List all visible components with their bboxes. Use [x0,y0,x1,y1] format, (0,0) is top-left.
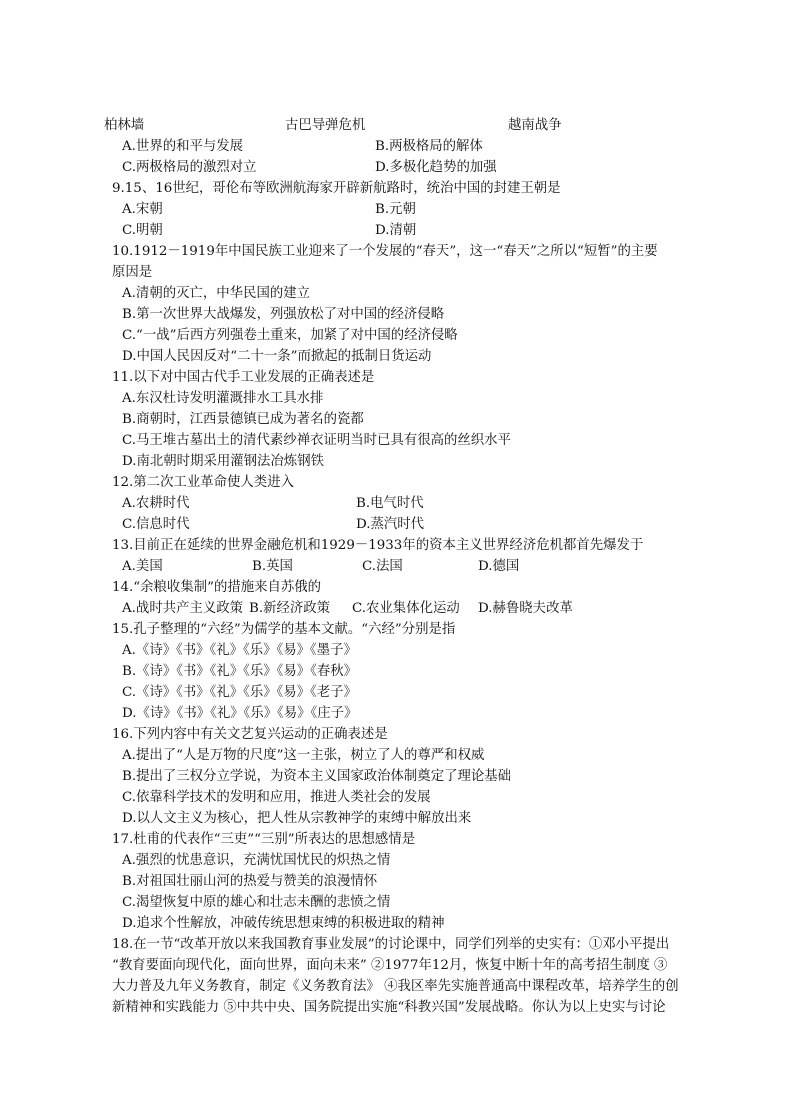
q13-option-c: C.法国 [362,559,403,574]
event-cuban-missile-crisis: 古巴导弹危机 [285,118,366,133]
q14-option-b: B.新经济政策 [249,601,331,616]
q16-option-d: D.以人文主义为核心，把人性从宗教神学的束缚中解放出来 [122,811,472,826]
q14-option-a: A.战时共产主义政策 [122,601,244,616]
event-vietnam-war: 越南战争 [508,118,562,133]
q18-line4: 新精神和实践能力 ⑤中共中央、国务院提出实施“科教兴国”发展战略。你认为以上史实与讨论 [112,1000,666,1015]
q10-option-c: C.“一战”后西方列强卷土重来，加紧了对中国的经济侵略 [122,328,458,343]
q16-option-b: B.提出了三权分立学说，为资本主义国家政治体制奠定了理论基础 [122,769,512,784]
q9-option-a: A.宋朝 [122,202,163,217]
q15-option-d: D.《诗》《书》《礼》《乐》《易》《庄子》 [122,706,358,721]
q18-line1: 18.在一节“改革开放以来我国教育事业发展”的讨论课中，同学们列举的史实有：①邓小平提出 [112,937,670,952]
q17-option-b: B.对祖国壮丽山河的热爱与赞美的浪漫情怀 [122,874,378,889]
q11-option-d: D.南北朝时期采用灌钢法冶炼钢铁 [122,454,324,469]
q13-stem: 13.目前正在延续的世界金融危机和1929－1933年的资本主义世界经济危机都首先爆发于 [112,538,644,553]
q16-stem: 16.下列内容中有关文艺复兴运动的正确表述是 [112,727,388,742]
q9-stem: 9.15、16世纪，哥伦布等欧洲航海家开辟新航路时，统治中国的封建王朝是 [112,181,561,196]
q12-option-a: A.农耕时代 [122,496,190,511]
q11-option-b: B.商朝时，江西景德镇已成为著名的瓷都 [122,412,364,427]
q17-option-d: D.追求个性解放，冲破传统思想束缚的积极进取的精神 [122,916,445,931]
q17-option-a: A.强烈的忧患意识，充满忧国忧民的炽热之情 [122,853,391,868]
q10-option-d: D.中国人民因反对“二十一条”而掀起的抵制日货运动 [122,349,432,364]
q18-line2: “教育要面向现代化，面向世界，面向未来” ②1977年12月，恢复中断十年的高考招生制度 ③ [112,958,668,973]
q11-option-c: C.马王堆古墓出土的清代素纱禅衣证明当时已具有很高的丝织水平 [122,433,511,448]
event-berlin-wall: 柏林墙 [104,118,145,133]
q12-option-d: D.蒸汽时代 [356,517,425,532]
q10-option-a: A.清朝的灭亡，中华民国的建立 [122,286,311,301]
q11-option-a: A.东汉杜诗发明灌溉排水工具水排 [122,391,324,406]
q8-option-c: C.两极格局的激烈对立 [122,160,257,175]
q18-line3: 大力普及九年义务教育，制定《义务教育法》 ④我区率先实施普通高中课程改革，培养学生的创 [112,979,679,994]
q14-option-d: D.赫鲁晓夫改革 [478,601,573,616]
q14-stem: 14.“余粮收集制”的措施来自苏俄的 [112,580,322,595]
q10-stem-line2: 原因是 [112,265,153,280]
q17-option-c: C.渴望恢复中原的雄心和壮志未酬的悲愤之情 [122,895,391,910]
q9-option-d: D.清朝 [375,223,417,238]
q15-option-c: C.《诗》《书》《礼》《乐》《易》《老子》 [122,685,357,700]
q13-option-a: A.美国 [122,559,163,574]
q12-option-b: B.电气时代 [356,496,424,511]
q10-option-b: B.第一次世界大战爆发，列强放松了对中国的经济侵略 [122,307,445,322]
q17-stem: 17.杜甫的代表作“三吏”“三别”所表达的思想感情是 [112,832,416,847]
q15-option-a: A.《诗》《书》《礼》《乐》《易》《墨子》 [122,643,357,658]
q15-stem: 15.孔子整理的“六经”为儒学的基本文献。“六经”分别是指 [112,622,456,637]
q12-stem: 12.第二次工业革命使人类进入 [112,475,294,490]
q12-option-c: C.信息时代 [122,517,190,532]
q11-stem: 11.以下对中国古代手工业发展的正确表述是 [112,370,375,385]
q9-option-c: C.明朝 [122,223,163,238]
q8-option-b: B.两极格局的解体 [375,139,483,154]
q13-option-d: D.德国 [478,559,520,574]
q8-option-d: D.多极化趋势的加强 [375,160,497,175]
q16-option-a: A.提出了“人是万物的尺度”这一主张，树立了人的尊严和权威 [122,748,485,763]
q13-option-b: B.英国 [252,559,293,574]
q14-option-c: C.农业集体化运动 [352,601,460,616]
q10-stem-line1: 10.1912－1919年中国民族工业迎来了一个发展的“春天”，这一“春天”之所以“短暂”的主要 [112,244,658,259]
q15-option-b: B.《诗》《书》《礼》《乐》《易》《春秋》 [122,664,358,679]
q16-option-c: C.依靠科学技术的发明和应用，推进人类社会的发展 [122,790,431,805]
q9-option-b: B.元朝 [375,202,416,217]
q8-option-a: A.世界的和平与发展 [122,139,244,154]
